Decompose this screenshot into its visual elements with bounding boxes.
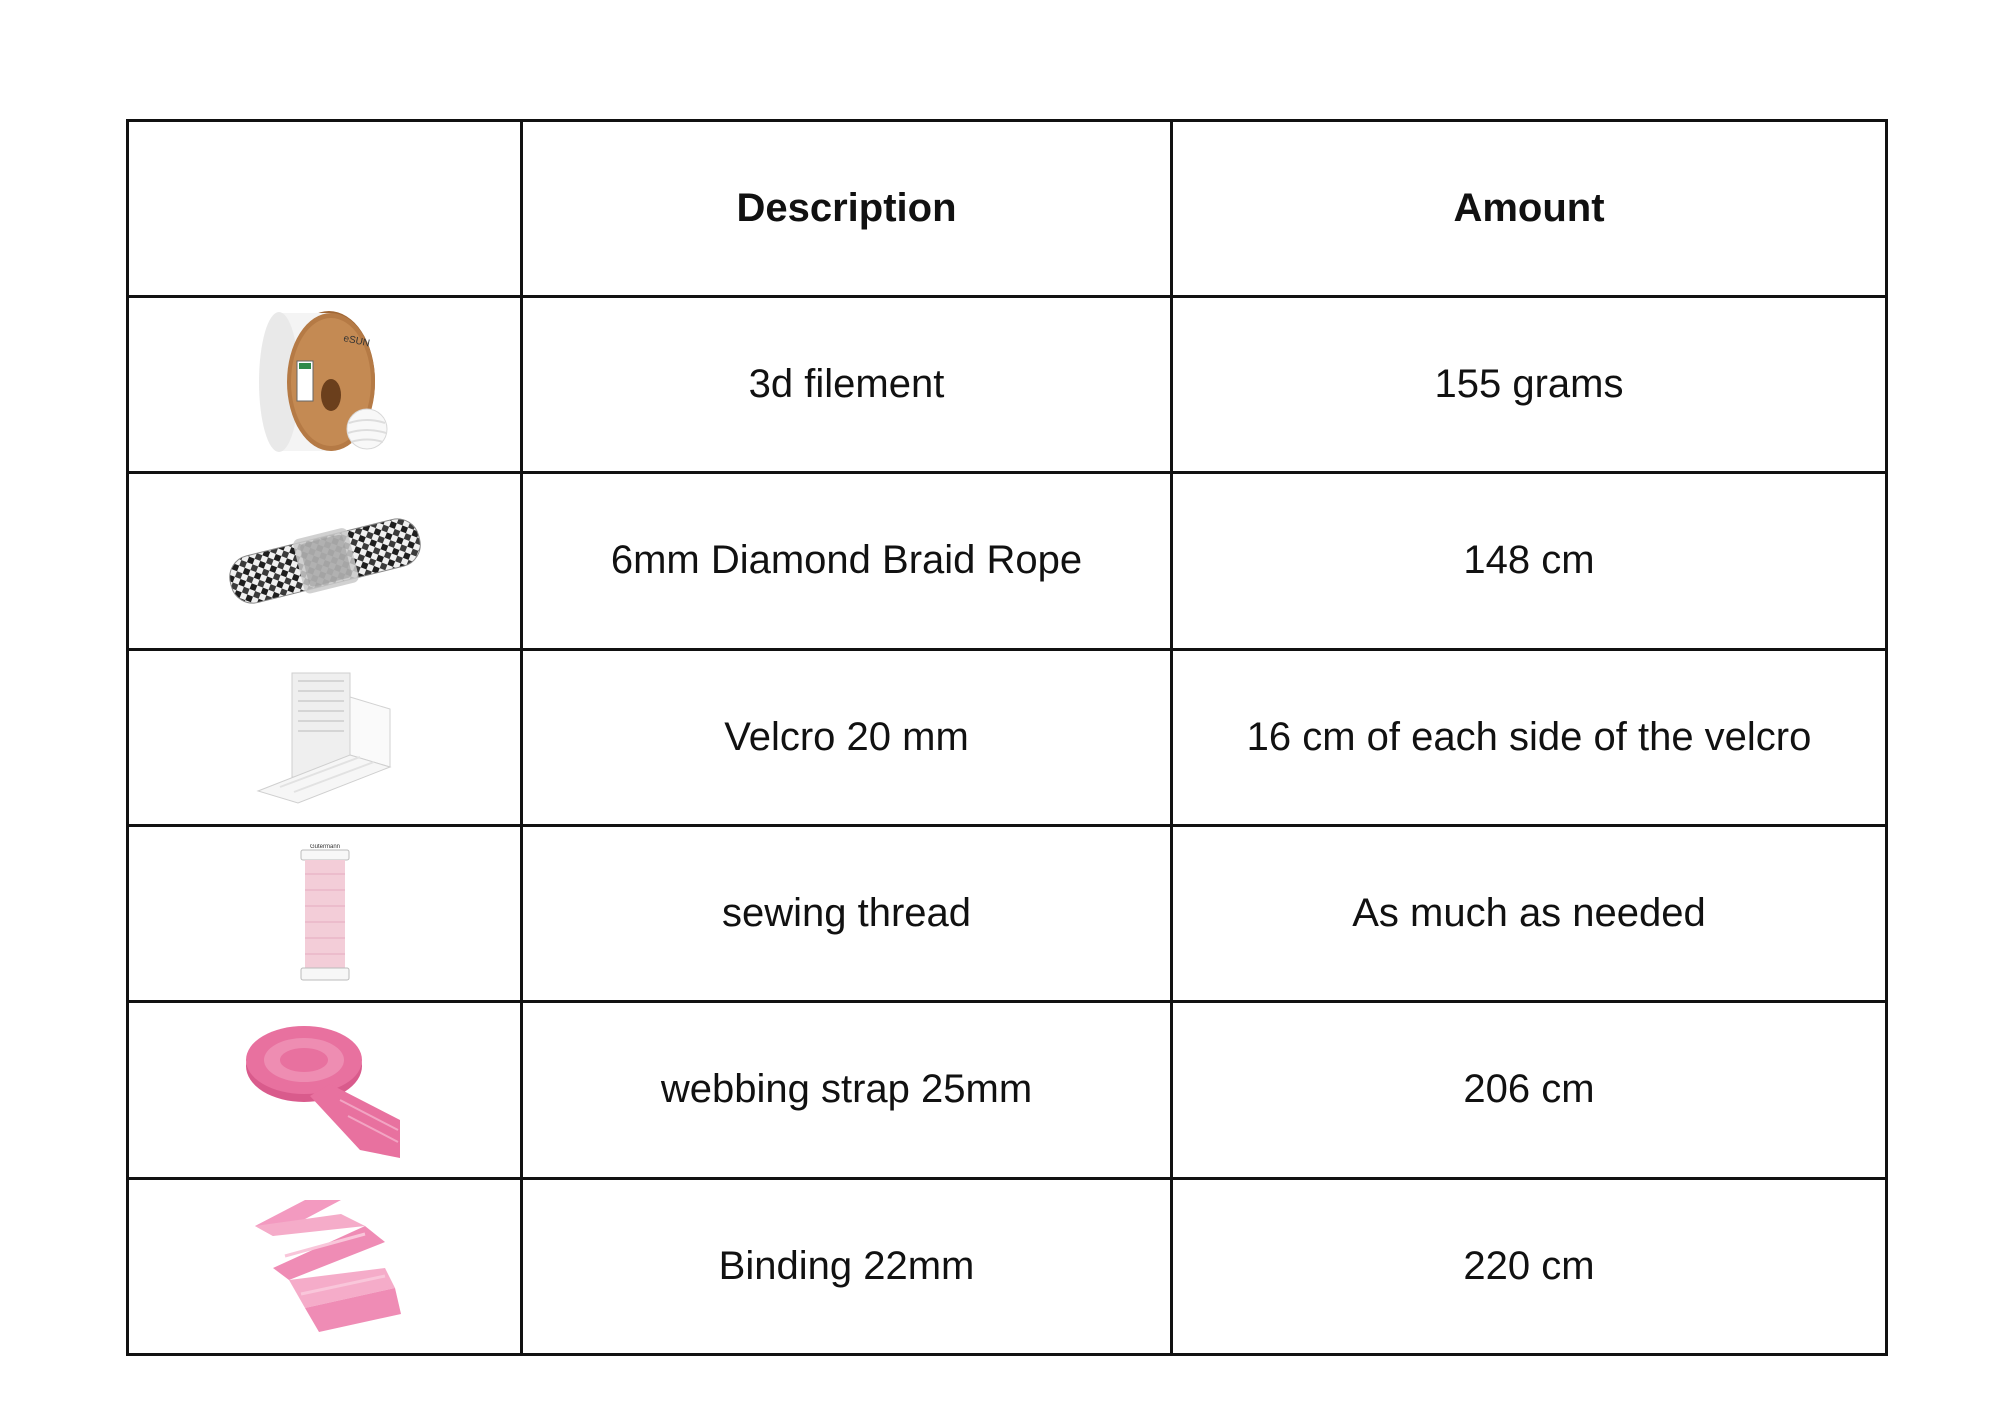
header-amount: Amount	[1172, 121, 1887, 297]
velcro-strip-icon	[250, 667, 400, 807]
row-description: sewing thread	[522, 825, 1172, 1001]
webbing-strap-roll-icon	[240, 1020, 410, 1160]
row-amount: 16 cm of each side of the velcro	[1172, 649, 1887, 825]
row-description: webbing strap 25mm	[522, 1002, 1172, 1178]
row-image-cell	[128, 1178, 522, 1354]
row-amount: 206 cm	[1172, 1002, 1887, 1178]
table-row	[128, 825, 1887, 1001]
row-amount: 220 cm	[1172, 1178, 1887, 1354]
braided-rope-icon	[220, 501, 430, 621]
header-image	[128, 121, 522, 297]
row-description: 3d filement	[522, 297, 1172, 473]
row-description: Velcro 20 mm	[522, 649, 1172, 825]
thread-brand-label: Gütermann	[309, 843, 340, 850]
row-image-cell	[128, 473, 522, 649]
row-image-cell	[128, 649, 522, 825]
table-row	[128, 1002, 1887, 1178]
row-image-cell	[128, 297, 522, 473]
table-row	[128, 297, 1887, 473]
header-description: Description	[522, 121, 1172, 297]
row-description: 6mm Diamond Braid Rope	[522, 473, 1172, 649]
row-image-cell	[128, 825, 522, 1001]
filament-spool-icon	[245, 305, 405, 465]
row-description: Binding 22mm	[522, 1178, 1172, 1354]
spool-brand-label: eSUN	[341, 332, 371, 350]
row-amount: 148 cm	[1172, 473, 1887, 649]
row-amount: 155 grams	[1172, 297, 1887, 473]
table-header-row	[128, 121, 1887, 297]
row-amount: As much as needed	[1172, 825, 1887, 1001]
table-row	[128, 649, 1887, 825]
table-row	[128, 473, 1887, 649]
thread-spool-icon	[285, 844, 365, 984]
table-row	[128, 1178, 1887, 1354]
materials-table	[126, 119, 1888, 1356]
binding-tape-icon	[245, 1196, 405, 1336]
row-image-cell	[128, 1002, 522, 1178]
